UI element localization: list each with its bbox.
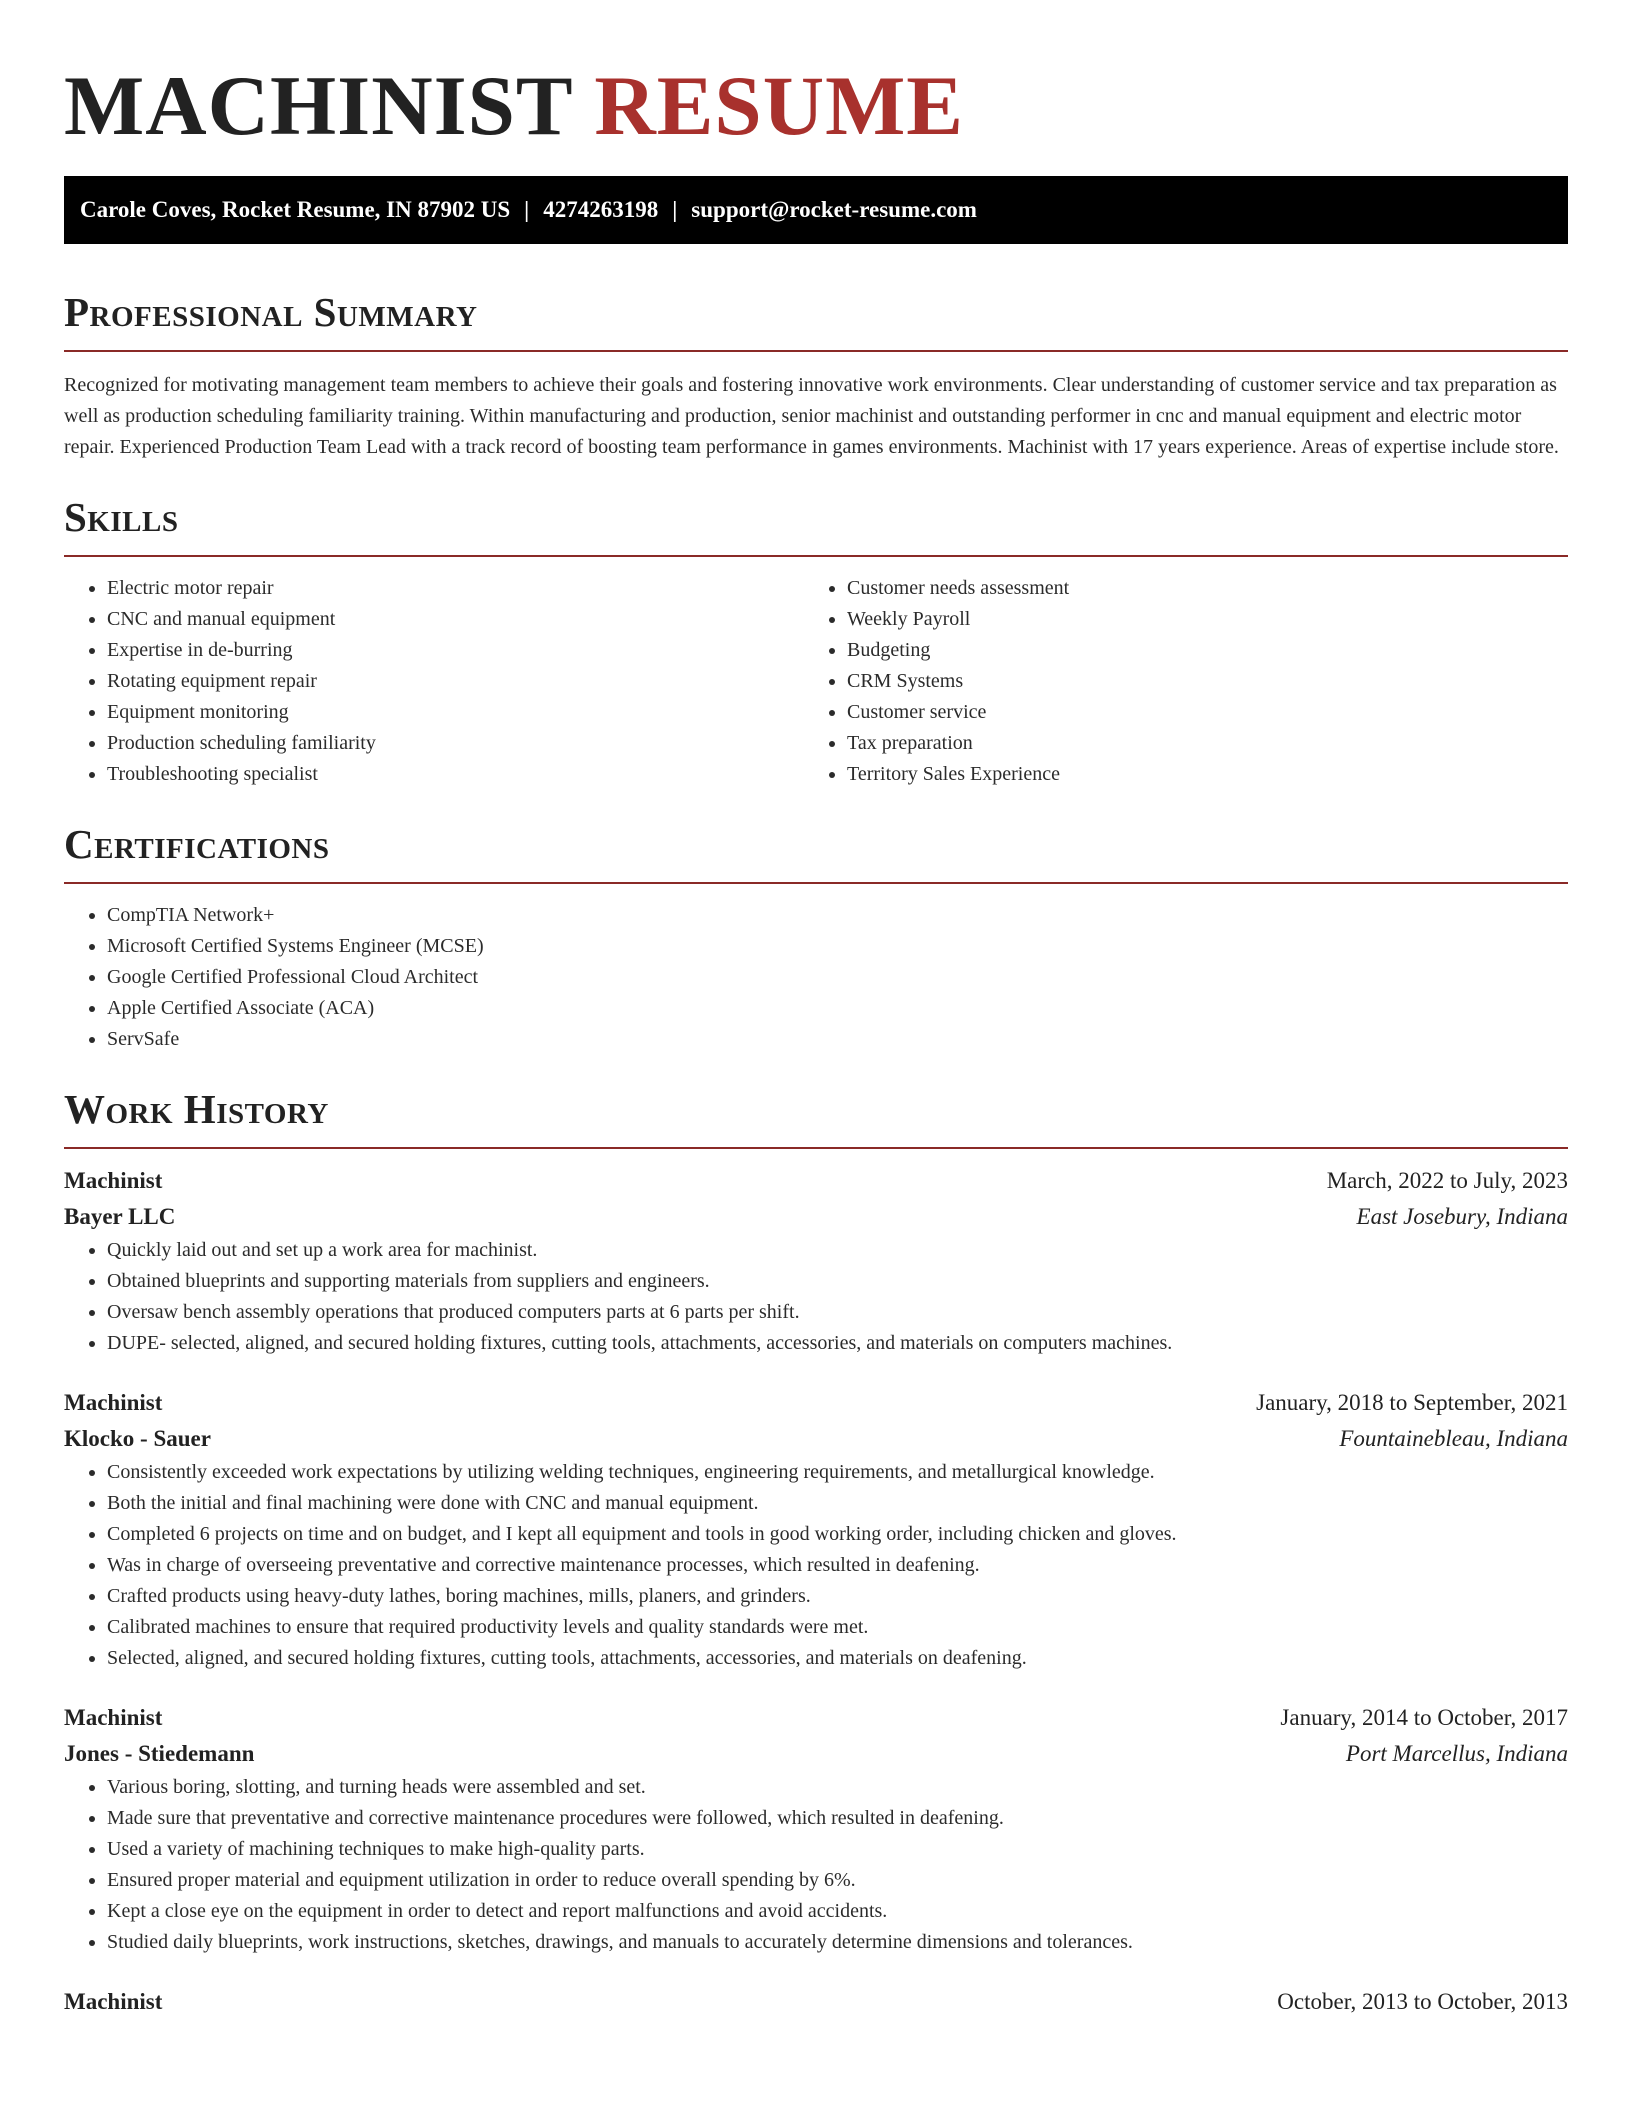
skill-item: • Troubleshooting specialist xyxy=(107,759,804,790)
certification-item: • Apple Certified Associate (ACA) xyxy=(107,993,1568,1024)
job-duty: • Selected, aligned, and secured holding fixtures, cutting tools, attachments, accessories, and materials on deafening. xyxy=(107,1643,1568,1674)
job-duties-list xyxy=(64,1235,1568,1359)
job-duty: • Studied daily blueprints, work instructions, sketches, drawings, and manuals to accurately determine dimensions and tolerances. xyxy=(107,1927,1568,1958)
section-divider xyxy=(64,882,1568,884)
job-header xyxy=(64,1700,1568,1736)
job-duty: • Kept a close eye on the equipment in order to detect and report malfunctions and avoid accidents. xyxy=(107,1896,1568,1927)
skills-column-right xyxy=(804,573,1544,790)
skill-item: • Customer service xyxy=(847,697,1544,728)
skill-item: • Electric motor repair xyxy=(107,573,804,604)
job-duty: • Obtained blueprints and supporting materials from suppliers and engineers. xyxy=(107,1266,1568,1297)
certifications-list xyxy=(64,900,1568,1055)
job-duty: • Was in charge of overseeing preventative and corrective maintenance processes, which resulted in deafening. xyxy=(107,1550,1568,1581)
job-company: Klocko - Sauer xyxy=(64,1426,211,1451)
job-duty: • Various boring, slotting, and turning heads were assembled and set. xyxy=(107,1772,1568,1803)
skill-item: • Tax preparation xyxy=(847,728,1544,759)
job-duty: • Used a variety of machining techniques to make high-quality parts. xyxy=(107,1834,1568,1865)
resume-title xyxy=(64,0,1568,156)
job-subheader xyxy=(64,1736,1568,1772)
skills-section xyxy=(64,489,1568,790)
job-header xyxy=(64,1163,1568,1199)
job-duties-list xyxy=(64,1772,1568,1958)
contact-bar xyxy=(64,176,1568,244)
job-header xyxy=(64,1385,1568,1421)
certifications-section xyxy=(64,816,1568,1055)
skill-item: • CRM Systems xyxy=(847,666,1544,697)
summary-heading: Professional Summary xyxy=(64,289,478,335)
skill-item: • Production scheduling familiarity xyxy=(107,728,804,759)
section-divider xyxy=(64,555,1568,557)
job-title: Machinist xyxy=(64,1168,163,1193)
skill-item: • Budgeting xyxy=(847,635,1544,666)
contact-phone: 4274263198 xyxy=(543,197,659,222)
certification-item: • CompTIA Network+ xyxy=(107,900,1568,931)
job-title: Machinist xyxy=(64,1705,163,1730)
job-duties-list xyxy=(64,1457,1568,1674)
contact-separator: | xyxy=(672,197,678,222)
skill-item: • Customer needs assessment xyxy=(847,573,1544,604)
job-location: Fountainebleau, Indiana xyxy=(1339,1426,1568,1451)
skills-column-left xyxy=(64,573,804,790)
job-duty: • Completed 6 projects on time and on budget, and I kept all equipment and tools in good working order, including chicken and gloves. xyxy=(107,1519,1568,1550)
skills-columns xyxy=(64,573,1568,790)
title-part-2: RESUME xyxy=(594,59,965,153)
resume-page xyxy=(64,0,1568,2020)
title-part-1: MACHINIST xyxy=(64,59,573,153)
job-dates: January, 2014 to October, 2017 xyxy=(1280,1705,1568,1730)
job-duty: • Consistently exceeded work expectations by utilizing welding techniques, engineering requirements, and metallurgical knowledge. xyxy=(107,1457,1568,1488)
certification-item: • ServSafe xyxy=(107,1024,1568,1055)
contact-address: Carole Coves, Rocket Resume, IN 87902 US xyxy=(80,197,511,222)
contact-separator: | xyxy=(524,197,530,222)
certification-item: • Google Certified Professional Cloud Architect xyxy=(107,962,1568,993)
section-divider xyxy=(64,350,1568,352)
summary-section xyxy=(64,284,1568,463)
job-location: East Josebury, Indiana xyxy=(1356,1204,1568,1229)
certification-item: • Microsoft Certified Systems Engineer (MCSE) xyxy=(107,931,1568,962)
job-subheader xyxy=(64,1421,1568,1457)
summary-text: Recognized for motivating management team members to achieve their goals and fostering innovative work environments. Clear understanding of customer service and tax preparation as well as production scheduling familiarity training. Within manufacturing and production, senior machinist and outstanding performer in cnc and manual equipment and electric motor repair. Experienced Production Team Lead with a track record of boosting team performance in games environments. Machinist with 17 years experience. Areas of expertise include store. xyxy=(64,374,1559,458)
skills-list-right xyxy=(804,573,1544,790)
job-duty: • Oversaw bench assembly operations that produced computers parts at 6 parts per shift. xyxy=(107,1297,1568,1328)
job-dates: October, 2013 to October, 2013 xyxy=(1277,1989,1568,2014)
job-entry xyxy=(64,1984,1568,2020)
job-duty: • Quickly laid out and set up a work area for machinist. xyxy=(107,1235,1568,1266)
job-dates: March, 2022 to July, 2023 xyxy=(1326,1168,1568,1193)
job-location: Port Marcellus, Indiana xyxy=(1345,1741,1568,1766)
job-duty: • Ensured proper material and equipment utilization in order to reduce overall spending by 6%. xyxy=(107,1865,1568,1896)
skill-item: • Weekly Payroll xyxy=(847,604,1544,635)
job-entry xyxy=(64,1700,1568,1958)
section-divider xyxy=(64,1147,1568,1149)
job-company: Bayer LLC xyxy=(64,1204,176,1229)
job-duty: • Made sure that preventative and corrective maintenance procedures were followed, which resulted in deafening. xyxy=(107,1803,1568,1834)
skills-heading: Skills xyxy=(64,494,179,540)
work-history-section xyxy=(64,1081,1568,2020)
skill-item: • Territory Sales Experience xyxy=(847,759,1544,790)
job-company: Jones - Stiedemann xyxy=(64,1741,255,1766)
certifications-heading: Certifications xyxy=(64,821,330,867)
work-history-heading: Work History xyxy=(64,1086,329,1132)
job-header xyxy=(64,1984,1568,2020)
job-duty: • Crafted products using heavy-duty lathes, boring machines, mills, planers, and grinders. xyxy=(107,1581,1568,1612)
job-title: Machinist xyxy=(64,1989,163,2014)
skill-item: • Expertise in de-burring xyxy=(107,635,804,666)
job-title: Machinist xyxy=(64,1390,163,1415)
job-duty: • Calibrated machines to ensure that required productivity levels and quality standards were met. xyxy=(107,1612,1568,1643)
skill-item: • CNC and manual equipment xyxy=(107,604,804,635)
skill-item: • Equipment monitoring xyxy=(107,697,804,728)
contact-email: support@rocket-resume.com xyxy=(691,197,977,222)
job-duty: • Both the initial and final machining were done with CNC and manual equipment. xyxy=(107,1488,1568,1519)
job-duty: • DUPE- selected, aligned, and secured holding fixtures, cutting tools, attachments, accessories, and materials on computers machines. xyxy=(107,1328,1568,1359)
job-dates: January, 2018 to September, 2021 xyxy=(1256,1390,1568,1415)
job-entry xyxy=(64,1163,1568,1359)
skills-list-left xyxy=(64,573,804,790)
job-entry xyxy=(64,1385,1568,1674)
job-subheader xyxy=(64,1199,1568,1235)
skill-item: • Rotating equipment repair xyxy=(107,666,804,697)
